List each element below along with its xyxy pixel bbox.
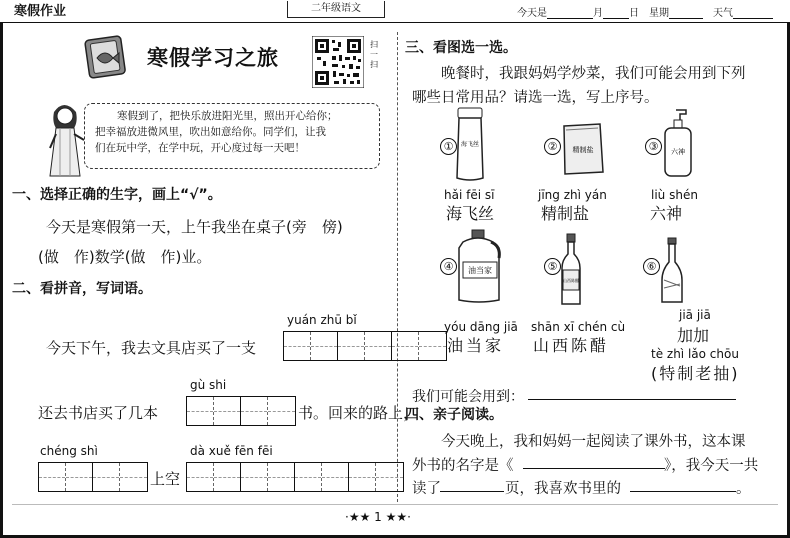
pinyin-daxuefenfei: dà xuě fēn fēi: [190, 444, 273, 458]
shampoo-bottle-icon: [455, 106, 485, 182]
girl-illustration: [40, 98, 88, 180]
item-1-number: ①: [440, 138, 457, 155]
month-blank[interactable]: [547, 8, 593, 19]
section-2-line-2b: 书。回来的路上，: [298, 404, 419, 422]
section-2-line-3: 上空: [150, 470, 181, 488]
section-2-heading: 二、看拼音，写词语。: [12, 281, 152, 297]
section-1-line-1[interactable]: 今天是寒假第一天，上午我坐在桌子(旁 傍): [46, 218, 343, 236]
item-3-name: 六神: [650, 204, 683, 223]
item-2-name: 精制盐: [541, 204, 590, 223]
book-name-blank[interactable]: [523, 468, 665, 469]
item-2-pinyin: jīng zhì yán: [538, 188, 607, 202]
pinyin-yuanzhubi: yuán zhū bǐ: [287, 313, 357, 327]
write-grid-gushi[interactable]: [186, 396, 296, 426]
section-4-line-3b: 页，我喜欢书里的: [505, 481, 621, 497]
item-6-extra-pinyin: tè zhì lǎo chōu: [651, 347, 739, 361]
item-5-pinyin: shān xī chén cù: [531, 320, 626, 334]
item-6-extra-name: (特制老抽): [651, 364, 740, 383]
svg-text:油当家: 油当家: [468, 266, 492, 275]
section-2-line-1: 今天下午，我去文具店买了一支: [46, 339, 257, 357]
vinegar-bottle-icon: [560, 232, 582, 306]
soy-sauce-bottle-icon: [660, 236, 684, 306]
page-number: ·★★ 1 ★★·: [345, 510, 411, 524]
item-4-pinyin: yóu dāng jiā: [444, 320, 518, 334]
page-title: 寒假学习之旅: [147, 46, 279, 70]
item-1-pinyin: hǎi fēi sī: [444, 188, 495, 202]
book-fish-icon: [83, 34, 129, 80]
svg-text:精制盐: 精制盐: [572, 146, 594, 154]
item-3-number: ③: [645, 138, 662, 155]
header-left: 寒假作业: [14, 4, 67, 19]
oil-jug-icon: [455, 228, 505, 306]
pinyin-chengshi: chéng shì: [40, 444, 98, 458]
section-3-line-2: 哪些日常用品？请选一选，写上序号。: [412, 90, 659, 106]
item-5-number: ⑤: [544, 258, 561, 275]
item-6-pinyin: jiā jiā: [679, 308, 711, 322]
favorite-blank[interactable]: [630, 491, 736, 492]
salt-bag-icon: [560, 120, 606, 176]
section-4-heading: 四、亲子阅读。: [405, 407, 503, 423]
answer-label: 我们可能会用到：: [412, 389, 524, 405]
week-blank[interactable]: [669, 8, 703, 19]
intro-line-1: 寒假到了，把快乐放进阳光里，照出开心给你；: [117, 110, 338, 122]
section-2-line-2a: 还去书店买了几本: [38, 404, 159, 422]
item-2-number: ②: [544, 138, 561, 155]
write-grid-chengshi[interactable]: [38, 462, 148, 492]
svg-text:山西陈醋: 山西陈醋: [563, 278, 579, 283]
write-grid-daxuefenfei[interactable]: [186, 462, 404, 492]
item-5-name: 山西陈醋: [533, 336, 610, 355]
header-bar: [0, 0, 790, 23]
intro-line-2: 把幸福放进微风里，吹出如意给你。同学们，让我: [95, 126, 326, 138]
item-1-name: 海飞丝: [446, 204, 495, 223]
section-4-line-3a: 读了: [412, 481, 441, 497]
column-divider: [397, 32, 398, 502]
section-1-line-2[interactable]: (做 作)数学(做 作)业。: [38, 248, 212, 266]
item-4-number: ④: [440, 258, 457, 275]
write-grid-yuanzhubi[interactable]: [283, 331, 447, 361]
qr-code-icon[interactable]: [312, 36, 364, 88]
header-tab: 二年级语文: [287, 1, 385, 18]
weather-blank[interactable]: [733, 8, 773, 19]
section-1-heading: 一、选择正确的生字，画上“√”。: [12, 187, 222, 203]
qr-note: 扫一扫: [370, 40, 378, 69]
footer-rule: [12, 504, 778, 505]
item-6-number: ⑥: [643, 258, 660, 275]
section-4-line-2b: 》，我今天一共: [664, 458, 759, 474]
svg-text:海飞丝: 海飞丝: [460, 141, 480, 148]
intro-line-3: 们在玩中学，在学中玩，开心度过每一天吧！: [95, 142, 305, 154]
item-3-pinyin: liù shén: [651, 188, 698, 202]
item-4-name: 油当家: [447, 336, 505, 355]
svg-text:六神: 六神: [671, 148, 685, 156]
pinyin-gushi: gù shi: [190, 378, 227, 392]
liushen-bottle-icon: [662, 108, 696, 180]
section-3-heading: 三、看图选一选。: [405, 40, 517, 56]
section-3-line-1: 晚餐时，我跟妈妈学炒菜，我们可能会用到下列: [441, 66, 746, 82]
date-line: 今天是 月 日 星期 天气: [517, 4, 773, 19]
section-4-line-1: 今天晚上，我和妈妈一起阅读了课外书，这本课: [441, 434, 746, 450]
intro-bubble: [84, 103, 380, 169]
answer-blank[interactable]: [528, 399, 736, 400]
section-4-line-3c: 。: [736, 481, 751, 497]
pages-blank[interactable]: [440, 491, 504, 492]
item-6-name: 加加: [677, 326, 710, 345]
section-4-line-2a: 外书的名字是《: [412, 458, 514, 474]
day-blank[interactable]: [603, 8, 629, 19]
